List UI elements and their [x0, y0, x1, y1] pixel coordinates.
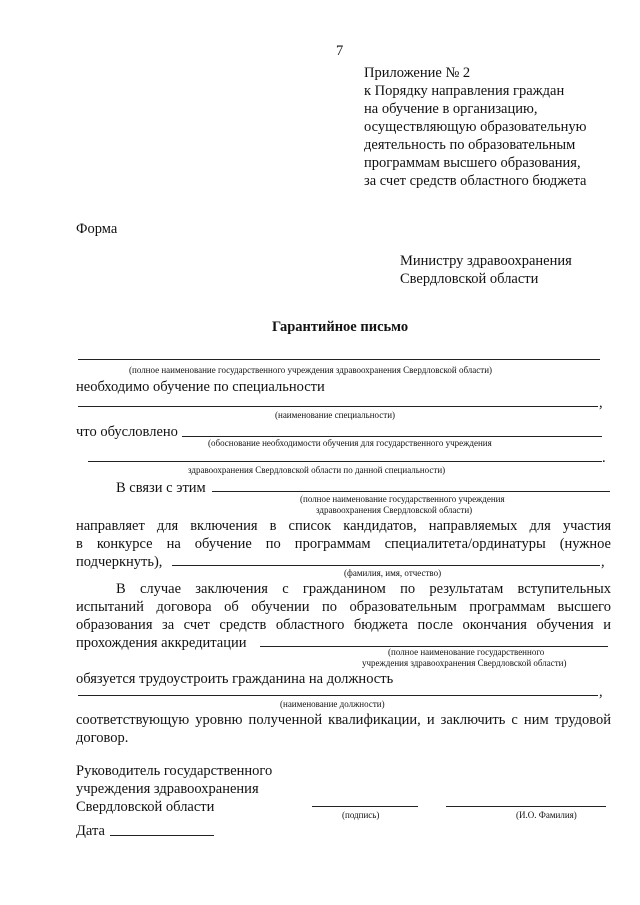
obliges-text: обязуется трудоустроить гражданина на должность [76, 671, 394, 687]
org-name-hint-2b: здравоохранения Свердловской области) [316, 505, 473, 515]
org-name-hint: (полное наименование государственного учреждения здравоохранения Свердловской области) [129, 365, 493, 375]
contract-paragraph-line-4: прохождения аккредитации [76, 635, 247, 651]
signature-blank-line[interactable] [312, 806, 418, 807]
employ-paragraph-line-1: соответствующую уровню полученной квалификации, и заключить с ним трудовой [76, 712, 611, 728]
reason-blank-line-1[interactable] [182, 436, 602, 437]
addressee-line: Министру здравоохранения [400, 253, 572, 269]
employ-paragraph-line-2: договор. [76, 730, 129, 746]
sends-paragraph-line-3: подчеркнуть), [76, 554, 163, 570]
date-label: Дата [76, 823, 105, 839]
sends-paragraph-line-1: направляет для включения в список кандидатов, направляемых для участия [76, 518, 611, 534]
appendix-line: за счет средств областного бюджета [364, 173, 587, 189]
contract-paragraph-line-3: образования за счет средств областного бюджета после окончания обучения и [76, 617, 611, 633]
org-name-hint-3b: учреждения здравоохранения Свердловской области) [362, 658, 567, 668]
appendix-line: программам высшего образования, [364, 155, 581, 171]
appendix-line: Приложение № 2 [364, 65, 471, 81]
appendix-line: к Порядку направления граждан [364, 83, 565, 99]
trailing-comma: , [599, 684, 603, 700]
signature-hint: (подпись) [342, 810, 380, 820]
contract-paragraph-line-2: испытаний договора об обучении по образовательным программам высшего [76, 599, 611, 615]
due-to-text: что обусловлено [76, 424, 178, 440]
need-training-text: необходимо обучение по специальности [76, 379, 325, 395]
contract-paragraph-line-1: В случае заключения с гражданином по результатам вступительных [116, 581, 611, 597]
sends-paragraph-line-2: в конкурсе на обучение по программам специалитета/ординатуры (нужное [76, 536, 611, 552]
head-signature-block [76, 762, 272, 816]
addressee-line: Свердловской области [400, 271, 539, 287]
date-blank-line[interactable] [110, 835, 214, 836]
org-name-hint-2a: (полное наименование государственного учреждения [300, 494, 505, 504]
specialty-hint: (наименование специальности) [275, 410, 396, 420]
reason-hint-1: (обоснование необходимости обучения для государственного учреждения [208, 438, 492, 448]
trailing-comma: , [599, 395, 603, 411]
reason-blank-line-2[interactable] [88, 461, 602, 462]
position-hint: (наименование должности) [280, 699, 385, 709]
appendix-line: на обучение в организацию, [364, 101, 538, 117]
in-this-regard-text: В связи с этим [116, 480, 206, 496]
specialty-blank-line[interactable] [78, 406, 598, 407]
appendix-line: деятельность по образовательным [364, 137, 576, 153]
appendix-block [364, 64, 587, 190]
fio-hint: (фамилия, имя, отчество) [344, 568, 442, 578]
appendix-line: осуществляющую образовательную [364, 119, 587, 135]
name-hint: (И.О. Фамилия) [516, 810, 577, 820]
name-blank-line[interactable] [446, 806, 606, 807]
head-line: Руководитель государственного [76, 763, 273, 779]
position-blank-line[interactable] [78, 695, 598, 696]
form-label: Форма [76, 221, 118, 237]
trailing-period: . [602, 450, 606, 466]
page-number: 7 [336, 43, 344, 59]
document-title: Гарантийное письмо [272, 319, 409, 335]
head-line: учреждения здравоохранения [76, 781, 259, 797]
fio-blank-line[interactable] [172, 565, 600, 566]
org-name-hint-3a: (полное наименование государственного [388, 647, 545, 657]
reason-hint-2: здравоохранения Свердловской области по данной специальности) [188, 465, 446, 475]
head-line: Свердловской области [76, 799, 215, 815]
addressee-block [400, 252, 572, 288]
trailing-comma: , [601, 554, 605, 570]
org-name-blank-line-2[interactable] [212, 491, 610, 492]
org-name-blank-line[interactable] [78, 359, 600, 360]
